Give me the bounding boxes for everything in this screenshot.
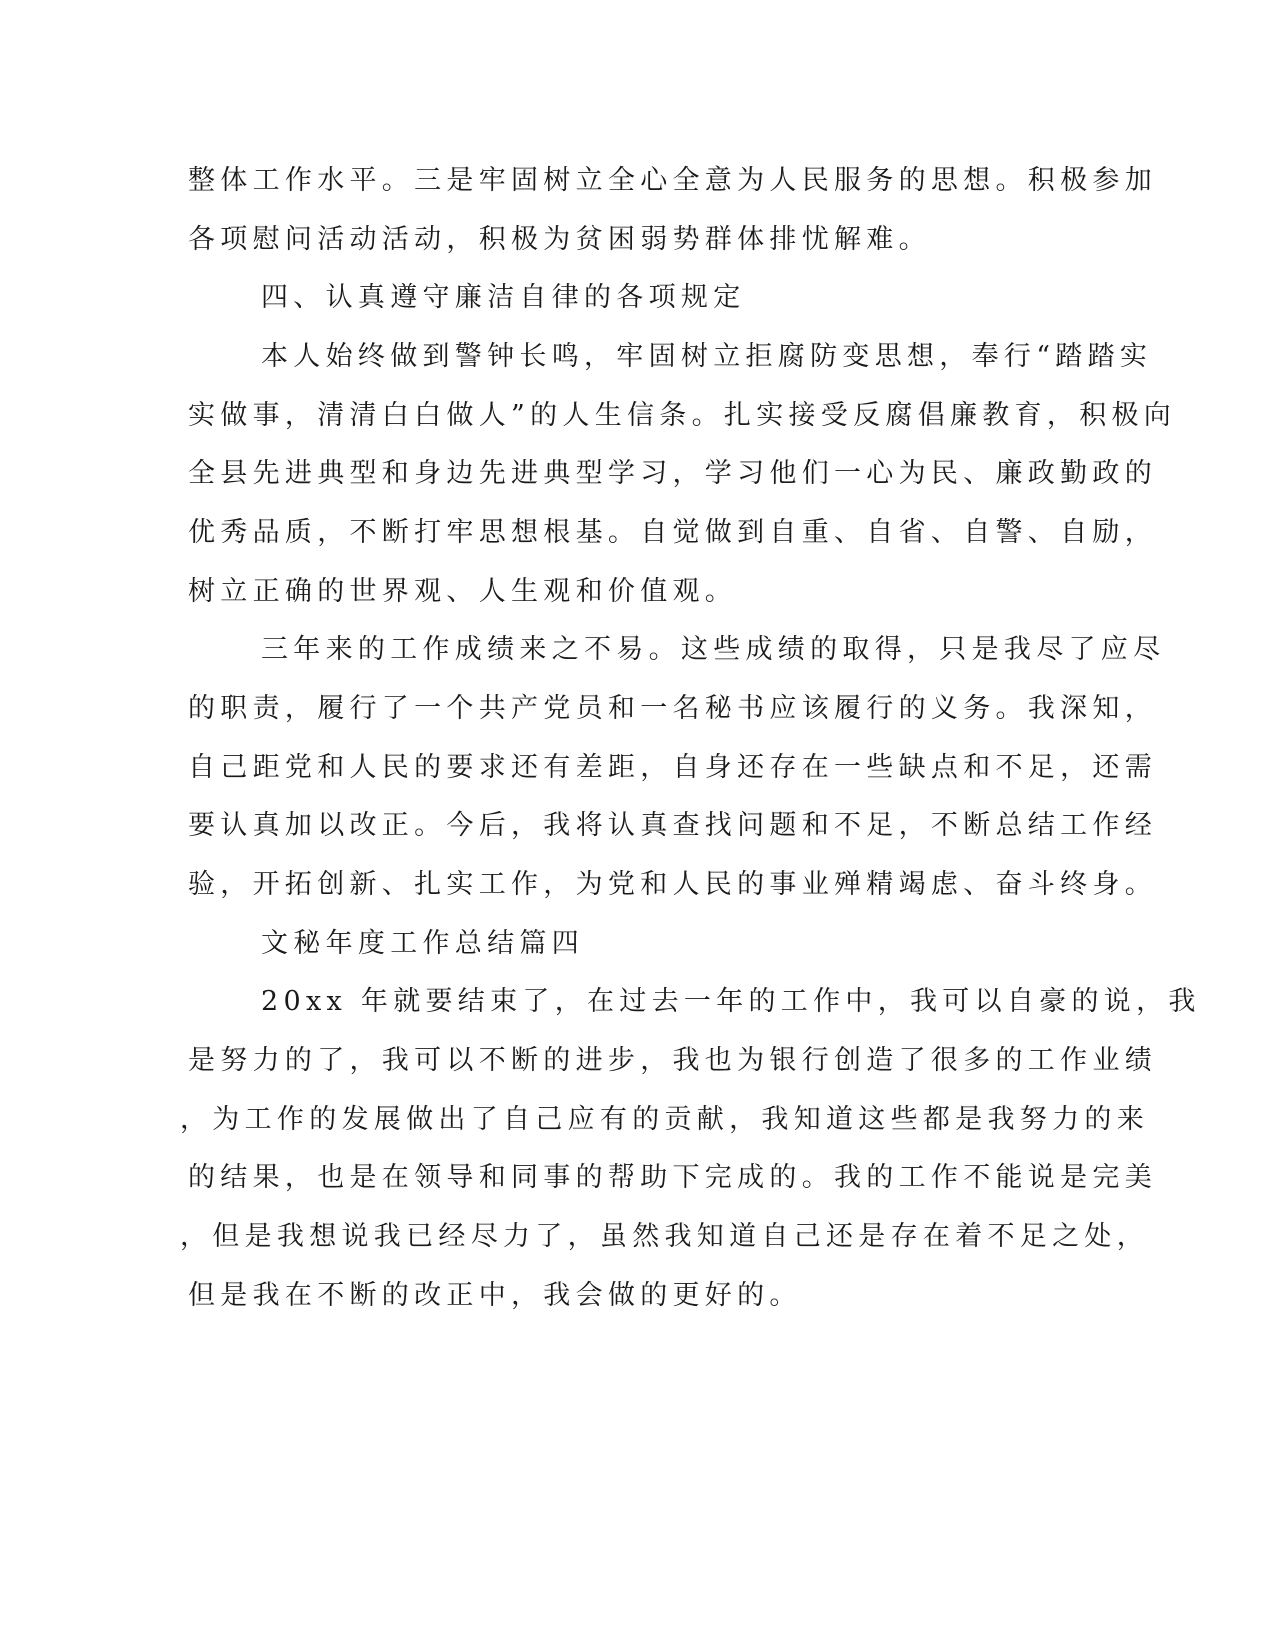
body-text-line: 是努力的了，我可以不断的进步，我也为银行创造了很多的工作业绩 bbox=[188, 1045, 1157, 1076]
body-text-line: 要认真加以改正。今后，我将认真查找问题和不足，不断总结工作经 bbox=[188, 810, 1157, 841]
body-text-line: 各项慰问活动活动，积极为贫困弱势群体排忧解难。 bbox=[188, 224, 931, 255]
section-heading: 四、认真遵守廉洁自律的各项规定 bbox=[261, 282, 746, 313]
body-text-line: 的结果，也是在领导和同事的帮助下完成的。我的工作不能说是完美 bbox=[188, 1162, 1157, 1193]
body-text-line: 树立正确的世界观、人生观和价值观。 bbox=[188, 576, 738, 607]
body-text-line: ，但是我想说我已经尽力了，虽然我知道自己还是存在着不足之处， bbox=[180, 1221, 1149, 1252]
body-text-line: 自己距党和人民的要求还有差距，自身还存在一些缺点和不足，还需 bbox=[188, 752, 1157, 783]
body-text-line: 验，开拓创新、扎实工作，为党和人民的事业殚精竭虑、奋斗终身。 bbox=[188, 869, 1157, 900]
body-text-line: ，为工作的发展做出了自己应有的贡献，我知道这些都是我努力的来 bbox=[180, 1104, 1149, 1135]
body-text-line: 20xx 年就要结束了，在过去一年的工作中，我可以自豪的说，我 bbox=[261, 986, 1201, 1017]
body-text-line: 三年来的工作成绩来之不易。这些成绩的取得，只是我尽了应尽 bbox=[261, 634, 1166, 665]
body-text-line: 整体工作水平。三是牢固树立全心全意为人民服务的思想。积极参加 bbox=[188, 165, 1157, 196]
body-text-line: 的职责，履行了一个共产党员和一名秘书应该履行的义务。我深知， bbox=[188, 693, 1157, 724]
section-heading: 文秘年度工作总结篇四 bbox=[261, 928, 584, 959]
body-text-line: 本人始终做到警钟长鸣，牢固树立拒腐防变思想，奉行“踏踏实 bbox=[261, 341, 1153, 372]
body-text-line: 优秀品质，不断打牢思想根基。自觉做到自重、自省、自警、自励， bbox=[188, 517, 1157, 548]
body-text-line: 但是我在不断的改正中，我会做的更好的。 bbox=[188, 1280, 802, 1311]
body-text-line: 全县先进典型和身边先进典型学习，学习他们一心为民、廉政勤政的 bbox=[188, 458, 1157, 489]
body-text-line: 实做事，清清白白做人”的人生信条。扎实接受反腐倡廉教育，积极向 bbox=[188, 400, 1177, 431]
